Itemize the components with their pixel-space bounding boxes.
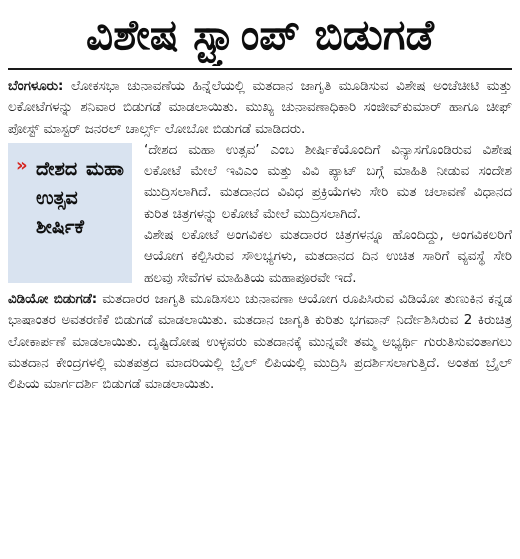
pullquote-box [8,143,132,283]
video-paragraph [8,289,512,395]
intro-paragraph [8,76,512,140]
intro-dateline: ಬೆಂಗಳೂರು: [8,79,64,94]
body-paragraph-2: ವಿಶೇಷ ಲಕೋಟೆ ಅಂಗವಿಕಲ ಮತದಾರರ ಚಿತ್ರಗಳನ್ನೂ ಹೊಂದಿದ್ದು, ಅಂಗವಿಕಲರಿಗೆ ಆಯೋಗ ಕಲ್ಪಿಸಿರುವ ಸೌಲಭ್ಯಗಳು, ಮತದಾನದ ದಿನ ಉಚಿತ ಸಾರಿಗೆ ವ್ಯವಸ್ಥೆ ಸೇರಿ ಹಲವು ಸೇವೆಗಳ ಮಾಹಿತಿಯ ಮಹಾಪೂರವೇ ಇದೆ. [144,228,512,286]
article-body [8,76,512,395]
headline: ವಿಶೇಷ ಸ್ಟ್ಯಾಂಪ್ ಬಿಡುಗಡೆ [86,10,434,59]
body-paragraph-1: ‘ದೇಶದ ಮಹಾ ಉತ್ಸವ’ ಎಂಬ ಶೀರ್ಷಿಕೆಯೊಂದಿಗೆ ವಿನ್ಯಾಸಗೊಂಡಿರುವ ವಿಶೇಷ ಲಕೋಟೆ ಮೇಲೆ ಇವಿಎಂ ಮತ್ತು ವಿವಿ ಪ್ಯಾಟ್ ಬಗ್ಗೆ ಮಾಹಿತಿ ನೀಡುವ ಸಂದೇಶ ಮುದ್ರಿಸಲಾಗಿದೆ. ಮತದಾನದ ವಿವಿಧ ಪ್ರಕ್ರಿಯೆಗಳು ಸೇರಿ ಮತ ಚಲಾವಣೆ ವಿಧಾನದ ಕುರಿತ ಚಿತ್ರಗಳನ್ನು ಲಕೋಟೆ ಮೇಲೆ ಮುದ್ರಿಸಲಾಗಿದೆ. [144,142,512,222]
headline-divider [8,68,512,70]
pullquote-text: ದೇಶದ ಮಹಾ ಉತ್ಸವ ಶೀರ್ಷಿಕೆ [36,157,124,238]
intro-text: ಲೋಕಸಭಾ ಚುನಾವಣೆಯ ಹಿನ್ನೆಲೆಯಲ್ಲಿ ಮತದಾನ ಜಾಗೃತಿ ಮೂಡಿಸುವ ವಿಶೇಷ ಅಂಚೆಚೀಟಿ ಮತ್ತು ಲಕೋಟೆಗಳನ್ನು ಶನಿವಾರ ಬಿಡುಗಡೆ ಮಾಡಲಾಯಿತು. ಮುಖ್ಯ ಚುನಾವಣಾಧಿಕಾರಿ ಸಂಜೀವ್‌ಕುಮಾರ್ ಹಾಗೂ ಚೀಫ್ ಪೋಸ್ಟ್ ಮಾಸ್ಟರ್ ಜನರಲ್ ಚಾರ್ಲ್ಸ್ ಲೋಬೋ ಬಿಡುಗಡೆ ಮಾಡಿದರು. [8,79,512,137]
pullquote-marker-icon: » [16,154,28,176]
video-dateline: ವಿಡಿಯೋ ಬಿಡುಗಡೆ: [8,291,98,307]
video-text: ಮತದಾರರ ಜಾಗೃತಿ ಮೂಡಿಸಲು ಚುನಾವಣಾ ಆಯೋಗ ರೂಪಿಸಿರುವ ವಿಡಿಯೋ ತುಣುಕಿನ ಕನ್ನಡ ಭಾಷಾಂತರ ಅವತರಣಿಕೆ ಬಿಡುಗಡೆ ಮಾಡಲಾಯಿತು. ಮತದಾನ ಜಾಗೃತಿ ಕುರಿತು ಭಗವಾನ್ ನಿರ್ದೇಶಿಸಿರುವ 2 ಕಿರುಚಿತ್ರ ಲೋಕಾರ್ಪಣೆ ಮಾಡಲಾಯಿತು. ದೃಷ್ಟಿದೋಷ ಉಳ್ಳವರು ಮತದಾನಕ್ಕೆ ಮುನ್ನವೇ ತಮ್ಮ ಅಭ್ಯರ್ಥಿ ಗುರುತಿಸುವಂತಾಗಲು ಮತದಾನ ಕೇಂದ್ರಗಳಲ್ಲಿ ಮತಪತ್ರದ ಮಾದರಿಯಲ್ಲಿ ಬ್ರೈಲ್ ಲಿಪಿಯಲ್ಲಿ ಮುದ್ರಿಸಿ ಪ್ರದರ್ಶಿಸಲಾಗುತ್ತಿದೆ. ಅಂತಹ ಬ್ರೈಲ್ ಲಿಪಿಯ ಮಾರ್ಗದರ್ಶಿ ಬಿಡುಗಡೆ ಮಾಡಲಾಯಿತು. [8,291,512,393]
